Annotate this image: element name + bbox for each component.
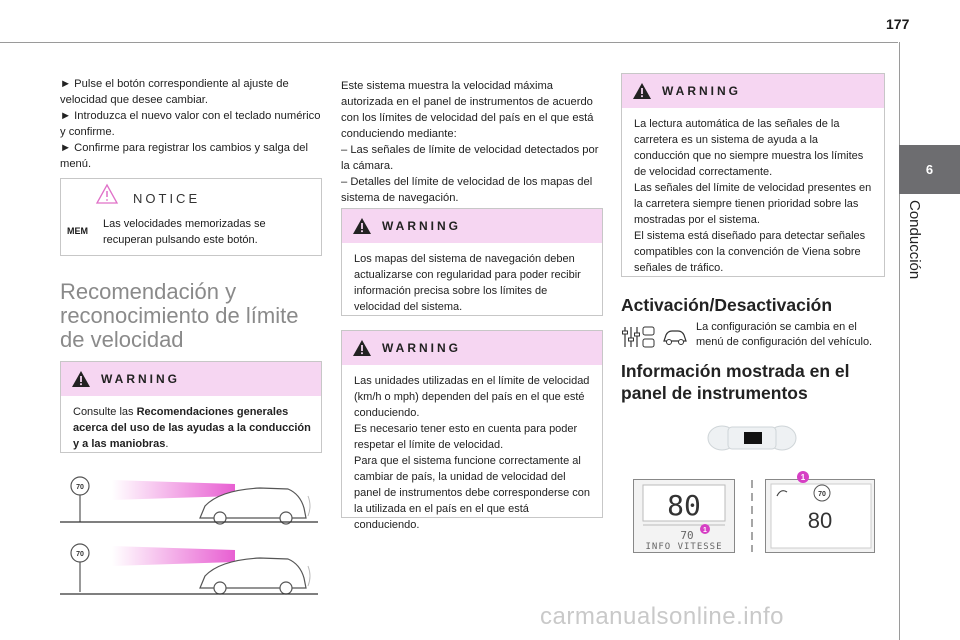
- settings-menu-icon: [621, 325, 657, 349]
- intro-paragraph: Este sistema muestra la velocidad máxima autorizada en el panel de instrumentos de acuerdo con los límites de velocidad del país en el que está conduciendo mediante:: [341, 80, 594, 140]
- chapter-title: Conducción: [906, 200, 923, 280]
- warning-box: [60, 361, 322, 453]
- warning-icon: [352, 217, 372, 235]
- instruction-step: ► Pulse el botón correspondiente al ajuste de velocidad que desee cambiar.: [60, 78, 289, 106]
- warning-text: Las unidades utilizadas en el límite de velocidad (km/h o mph) dependen del país en el que esté conduciendo. Es necesario tener esto en cuenta para poder respetar el límite de velocidad. Para que el sistema funcione correctamente al cambiar de país, la unidad de velocidad del panel de instrumentos debe corresponderse con la utilizada en el país en el que está conduciendo.: [354, 375, 591, 531]
- camera-beam: [112, 546, 235, 566]
- notice-title: NOTICE: [133, 191, 201, 206]
- instruction-step: ► Confirme para registrar los cambios y salga del menú.: [60, 142, 308, 170]
- warning-icon: [71, 370, 91, 388]
- activation-heading: Activación/Desactivación: [621, 295, 833, 315]
- intro-text: [341, 78, 603, 206]
- warning-title: WARNING: [662, 84, 741, 98]
- warning-box: [621, 73, 885, 277]
- vehicle-icon: [662, 328, 688, 346]
- chapter-tab[interactable]: 6: [899, 145, 960, 194]
- instrument-display-left: [633, 479, 735, 553]
- section-heading: Recomendación y reconocimiento de límite de velocidad: [60, 279, 299, 352]
- warning-text: Los mapas del sistema de navegación deben actualizarse con regularidad para poder recibir información precisa sobre los límites de velocidad del sistema.: [354, 253, 581, 313]
- warning-icon: [632, 82, 652, 100]
- watermark: carmanualsonline.info: [540, 603, 784, 630]
- instruction-list: [60, 76, 322, 172]
- warning-header: [342, 331, 602, 365]
- info-label: INFO VITESSE: [645, 542, 723, 552]
- warning-title: WARNING: [382, 341, 461, 355]
- mem-button-icon: MEM: [67, 226, 88, 236]
- svg-text:1: 1: [800, 473, 806, 482]
- instruction-step: ► Introduzca el nuevo valor con el teclado numérico y confirme.: [60, 110, 321, 138]
- notice-box: [60, 178, 322, 256]
- current-speed: 80: [807, 508, 833, 533]
- instrument-cluster-icon: [706, 423, 798, 453]
- activation-text: La configuración se cambia en el menú de configuración del vehículo.: [696, 321, 873, 348]
- sign-value: 70: [76, 484, 84, 491]
- notice-warning-icon: [95, 183, 119, 205]
- notice-header: [61, 179, 321, 213]
- notice-text: Las velocidades memorizadas se recuperan pulsando este botón.: [103, 218, 266, 246]
- warning-text: Consulte las Recomendaciones generales acerca del uso de las ayudas a la conducción y a las maniobras.: [73, 406, 311, 450]
- warning-header: [342, 209, 602, 243]
- display-heading: Información mostrada en el panel de instrumentos: [621, 361, 850, 403]
- intro-item: – Detalles del límite de velocidad de los mapas del sistema de navegación.: [341, 176, 593, 204]
- warning-text: La lectura automática de las señales de la carretera es un sistema de ayuda a la conducción que no siempre muestra los límites de velocidad correctamente. Las señales del límite de velocidad presentes en la carretera siempre tienen prioridad sobre las mostradas por el sistema. El sistema está diseñado para detectar señales compatibles con la convención de Viena sobre señales de tráfico.: [634, 118, 872, 274]
- current-speed: 80: [667, 489, 701, 522]
- intro-item: – Las señales de límite de velocidad detectados por la cámara.: [341, 144, 599, 172]
- warning-box: [341, 330, 603, 531]
- side-divider: [899, 42, 900, 640]
- svg-text:1: 1: [703, 527, 707, 534]
- warning-title: WARNING: [382, 219, 461, 233]
- speed-sign-camera-illustration: [60, 538, 318, 598]
- warning-icon: [352, 339, 372, 357]
- warning-title: WARNING: [101, 372, 180, 386]
- display-separator: [747, 480, 757, 552]
- sign-value: 70: [76, 551, 84, 558]
- speed-limit-value: 70: [680, 529, 694, 542]
- warning-header: [61, 362, 321, 396]
- svg-text:70: 70: [818, 491, 826, 498]
- warning-box: [341, 208, 603, 316]
- header-divider: [0, 42, 898, 43]
- speed-sign-camera-illustration: [60, 472, 318, 528]
- instrument-display-right: [765, 470, 877, 554]
- warning-header: [622, 74, 884, 108]
- page-number: 177: [886, 16, 910, 32]
